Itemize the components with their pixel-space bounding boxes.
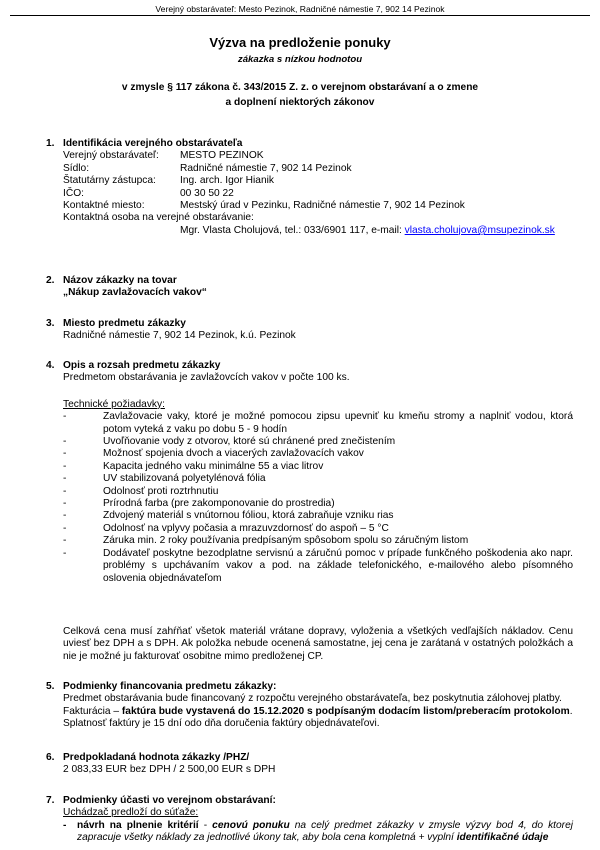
section-number: 5. [46, 681, 55, 692]
list-item: - Uvoľňovanie vody z otvorov, ktoré sú chránené pred znečistením [63, 436, 573, 448]
info-row: Sídlo: Radničné námestie 7, 902 14 Pezinok [63, 162, 352, 174]
legal-basis-line2: a doplnení niektorých zákonov [225, 97, 375, 108]
section-title: Identifikácia verejného obstarávateľa [63, 138, 243, 149]
legal-basis-line1: v zmysle § 117 zákona č. 343/2015 Z. z. o verejnom obstarávaní a o zmene [121, 82, 479, 93]
document-title: Výzva na predloženie ponuky [209, 35, 391, 50]
list-item: - UV stabilizovaná polyetylénová fólia [63, 473, 573, 485]
list-item: - Odolnosť proti roztrhnutiu [63, 486, 573, 498]
list-item: - Odolnosť na vplyvy počasia a mrazuvzdornosť do aspoň – 5 °C [63, 523, 573, 535]
document-subtitle: zákazka s nízkou hodnotou [237, 54, 363, 65]
contract-name: „Nákup zavlažovacích vakov“ [63, 287, 207, 299]
section-number: 6. [46, 752, 55, 763]
list-item: - Zavlažovacie vaky, ktoré je možné pomocou zipsu upevniť ku kmeňu stromy a naplniť vodou, ktorá potom vyteká z vaku po dobu 5 - 9 hodín [63, 411, 573, 436]
section-number: 7. [46, 795, 55, 806]
section-number: 3. [46, 318, 55, 329]
info-row: Verejný obstarávateľ: MESTO PEZINOK [63, 150, 264, 162]
section-number: 1. [46, 138, 55, 149]
financing-line: Predmet obstarávania bude financovaný z rozpočtu verejného obstarávateľa, bez poskytnutia zálohovej platby. [63, 693, 562, 705]
section-title: Miesto predmetu zákazky [63, 318, 186, 329]
list-item: - Kapacita jedného vaku minimálne 55 a viac litrov [63, 461, 573, 473]
section-title: Opis a rozsah predmetu zákazky [63, 360, 221, 371]
header-divider [10, 15, 590, 16]
document-header: Verejný obstarávateľ: Mesto Pezinok, Radničné námestie 7, 902 14 Pezinok [155, 4, 445, 14]
section-title: Názov zákazky na tovar [63, 275, 177, 286]
list-item: - Zdvojený materiál s vnútornou fóliou, ktorá zabraňuje vzniku rias [63, 510, 573, 522]
info-row: Štatutárny zástupca: Ing. arch. Igor Hianik [63, 175, 274, 187]
list-item: - návrh na plnenie kritérií - cenovú ponuku na celý predmet zákazky v zmysle výzvy bod 4, do ktorej zapracuje všetky náklady za jednotlivé úkony tak, aby bola cena kompletná + vyplní identifikačné údaje [63, 819, 573, 844]
contact-label: Kontaktná osoba na verejné obstarávanie: [63, 212, 254, 224]
tech-requirements-label: Technické požiadavky: [63, 398, 165, 410]
invoice-line: Fakturácia – faktúra bude vystavená do 15.12.2020 s podpísaným dodacím listom/preberacím protokolom. [63, 705, 573, 717]
list-item: - Záruka min. 2 roky používania predpísaným spôsobom spolu so záručným listom [63, 535, 573, 547]
list-item: - Prírodná farba (pre zakomponovanie do prostredia) [63, 498, 573, 510]
section-value: Radničné námestie 7, 902 14 Pezinok, k.ú. Pezinok [63, 330, 296, 342]
contact-line: Mgr. Vlasta Cholujová, tel.: 033/6901 117, e-mail: vlasta.cholujova@msupezinok.sk [180, 224, 555, 236]
section-intro: Predmetom obstarávania je zavlažovcích vakov v počte 100 ks. [63, 372, 350, 384]
section-number: 2. [46, 275, 55, 286]
price-note: Celková cena musí zahŕňať všetok materiál vrátane dopravy, vyloženia a všetkých vedľajších nákladov. Cenu uviesť bez DPH a s DPH. Ak položka nebude ocenená samostatne, jej cena je zarátaná v ostatných položkách a nie je možné ju fakturovať osobitne mimo predloženej CP. [63, 626, 573, 662]
requirements-list [63, 411, 573, 585]
section-title: Podmienky financovania predmetu zákazky: [63, 681, 277, 692]
info-row: Kontaktné miesto: Mestský úrad v Pezinku, Radničné námestie 7, 902 14 Pezinok [63, 200, 465, 212]
email-link[interactable]: vlasta.cholujova@msupezinok.sk [404, 224, 555, 236]
list-item: - Dodávateľ poskytne bezodplatne servisnú a záručnú pomoc v prípade funkčného poškodenia ako napr. problémy s upchávaním vakov a pod. na základe telefonického, e-mailového alebo písomného oslovenia objednávateľom [63, 548, 573, 585]
section-sub: Uchádzač predloží do súťaže: [63, 807, 199, 819]
section-title: Predpokladaná hodnota zákazky /PHZ/ [63, 752, 250, 763]
estimated-value: 2 083,33 EUR bez DPH / 2 500,00 EUR s DPH [63, 764, 276, 776]
legal-basis [0, 80, 600, 110]
info-row: IČO: 00 30 50 22 [63, 187, 234, 199]
list-item: - Možnosť spojenia dvoch a viacerých zavlažovacích vakov [63, 448, 573, 460]
payment-term: Splatnosť faktúry je 15 dní odo dňa doručenia faktúry objednávateľovi. [63, 718, 380, 730]
section-number: 4. [46, 360, 55, 371]
section-title: Podmienky účasti vo verejnom obstarávaní: [63, 795, 276, 806]
